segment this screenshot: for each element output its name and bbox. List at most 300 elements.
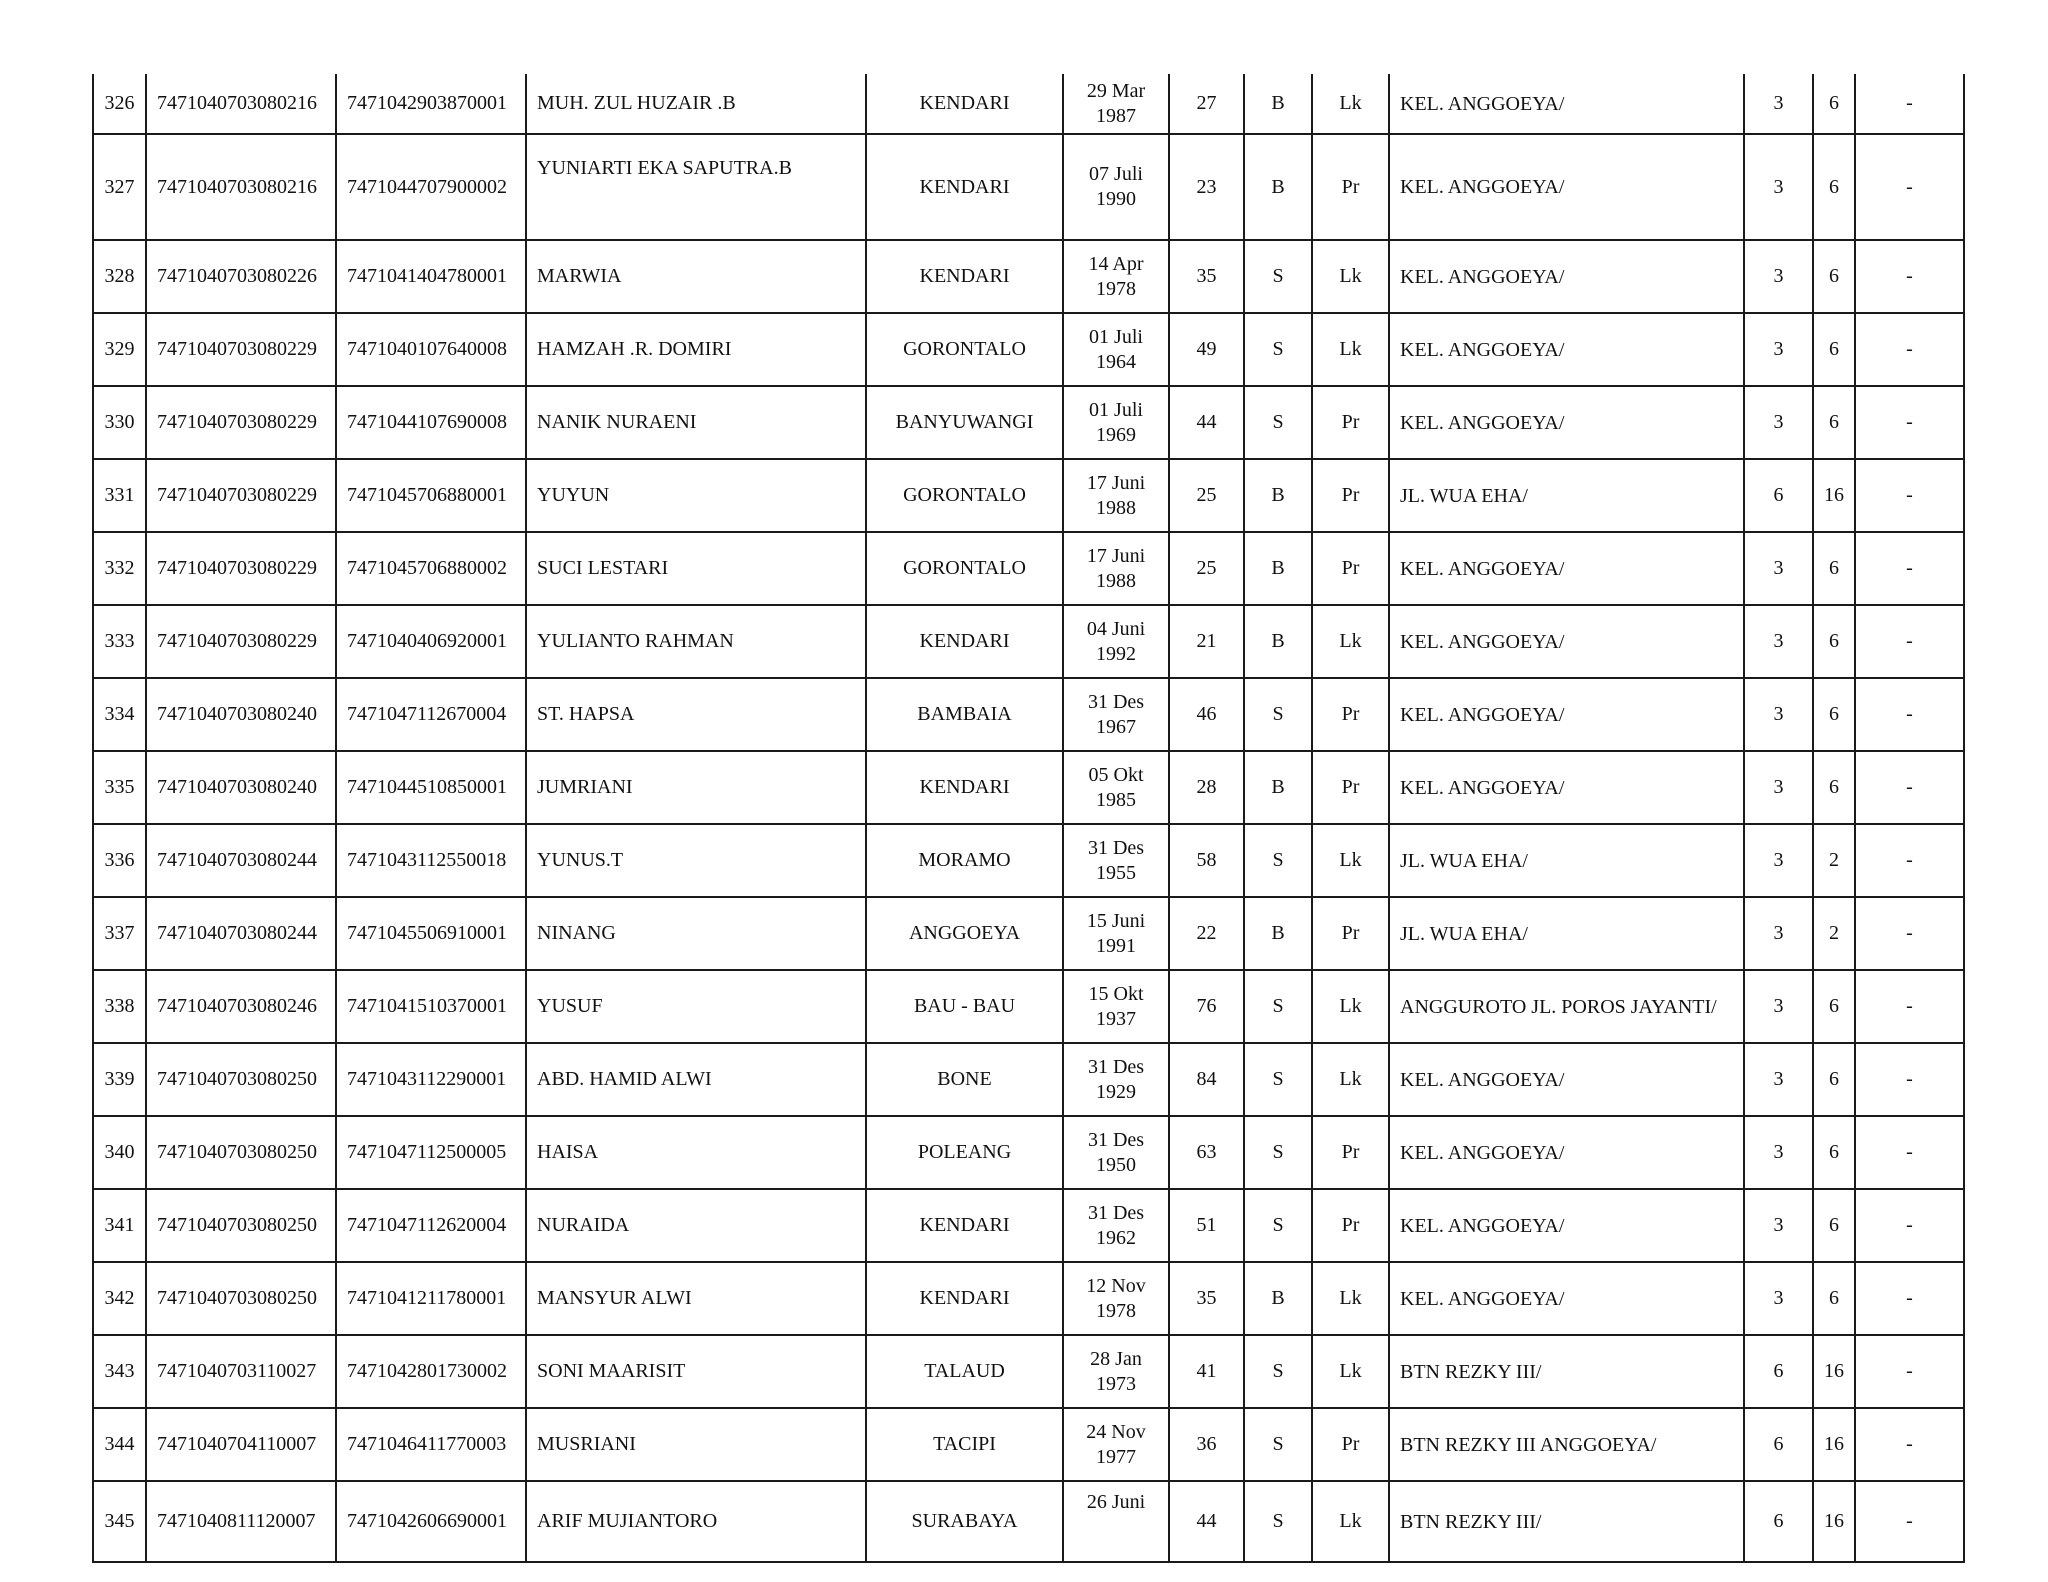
birthdate-cell	[1063, 970, 1169, 1043]
note-cell: -	[1855, 897, 1964, 970]
note-cell: -	[1855, 313, 1964, 386]
nik-cell: 7471040107640008	[336, 313, 526, 386]
rt-cell: 3	[1744, 678, 1813, 751]
row-number-cell: 344	[93, 1408, 146, 1481]
age-cell: 28	[1169, 751, 1244, 824]
rw-cell: 16	[1813, 459, 1855, 532]
family-card-number-cell: 7471040703080229	[146, 313, 336, 386]
row-number-cell: 328	[93, 240, 146, 313]
address-cell: KEL. ANGGOEYA/	[1389, 1116, 1744, 1189]
document-page	[92, 74, 1963, 1533]
name-cell: SONI MAARISIT	[526, 1335, 866, 1408]
name-cell: MARWIA	[526, 240, 866, 313]
family-card-number-cell: 7471040703080250	[146, 1189, 336, 1262]
rt-cell: 3	[1744, 1262, 1813, 1335]
marital-status-cell: B	[1244, 74, 1312, 134]
age-cell: 49	[1169, 313, 1244, 386]
family-card-number-cell: 7471040703080244	[146, 824, 336, 897]
birthdate-year: 1977	[1096, 1445, 1136, 1468]
rw-cell: 2	[1813, 824, 1855, 897]
marital-status-cell: S	[1244, 313, 1312, 386]
birthdate-year: 1988	[1096, 496, 1136, 519]
family-card-number-cell: 7471040703080229	[146, 605, 336, 678]
row-number-cell: 332	[93, 532, 146, 605]
note-cell: -	[1855, 1189, 1964, 1262]
marital-status-cell: B	[1244, 134, 1312, 240]
table-row	[93, 970, 1964, 1043]
name-cell: YUNUS.T	[526, 824, 866, 897]
name-cell: ARIF MUJIANTORO	[526, 1481, 866, 1562]
sex-cell: Pr	[1312, 386, 1389, 459]
birthdate-day-month: 31 Des	[1087, 1128, 1145, 1151]
row-number-cell: 337	[93, 897, 146, 970]
sex-cell: Lk	[1312, 824, 1389, 897]
birthdate-year: 1955	[1096, 861, 1136, 884]
address-cell: KEL. ANGGOEYA/	[1389, 605, 1744, 678]
address-cell: KEL. ANGGOEYA/	[1389, 313, 1744, 386]
name-cell: NANIK NURAENI	[526, 386, 866, 459]
birthdate-year: 1967	[1096, 715, 1136, 738]
birthplace-cell: ANGGOEYA	[866, 897, 1063, 970]
row-number-cell: 329	[93, 313, 146, 386]
note-cell: -	[1855, 240, 1964, 313]
birthdate-day-month: 29 Mar	[1086, 79, 1146, 102]
table-row	[93, 459, 1964, 532]
note-cell: -	[1855, 459, 1964, 532]
birthplace-cell: KENDARI	[866, 1262, 1063, 1335]
rw-cell: 6	[1813, 240, 1855, 313]
birthdate-day-month: 01 Juli	[1089, 398, 1143, 421]
note-cell: -	[1855, 1116, 1964, 1189]
nik-cell: 7471044510850001	[336, 751, 526, 824]
row-number-cell: 333	[93, 605, 146, 678]
note-cell: -	[1855, 134, 1964, 240]
birthdate-day-month: 24 Nov	[1086, 1420, 1146, 1443]
family-card-number-cell: 7471040703080229	[146, 459, 336, 532]
table-row	[93, 1189, 1964, 1262]
rw-cell: 6	[1813, 74, 1855, 134]
birthdate-cell	[1063, 897, 1169, 970]
address-cell: KEL. ANGGOEYA/	[1389, 386, 1744, 459]
age-cell: 41	[1169, 1335, 1244, 1408]
name-cell: MUSRIANI	[526, 1408, 866, 1481]
birthplace-cell: GORONTALO	[866, 459, 1063, 532]
name-cell: YUSUF	[526, 970, 866, 1043]
age-cell: 25	[1169, 532, 1244, 605]
rw-cell: 6	[1813, 1262, 1855, 1335]
birthplace-cell: TACIPI	[866, 1408, 1063, 1481]
birthdate-year: 1937	[1096, 1007, 1136, 1030]
nik-cell: 7471042801730002	[336, 1335, 526, 1408]
birthdate-year: 1988	[1096, 569, 1136, 592]
birthdate-cell	[1063, 1043, 1169, 1116]
table-row	[93, 240, 1964, 313]
sex-cell: Pr	[1312, 134, 1389, 240]
rw-cell: 16	[1813, 1408, 1855, 1481]
table-row	[93, 605, 1964, 678]
age-cell: 27	[1169, 74, 1244, 134]
address-cell: KEL. ANGGOEYA/	[1389, 1189, 1744, 1262]
family-card-number-cell: 7471040703080216	[146, 134, 336, 240]
sex-cell: Lk	[1312, 1481, 1389, 1562]
birthdate-year: 1978	[1096, 1299, 1136, 1322]
sex-cell: Pr	[1312, 897, 1389, 970]
sex-cell: Pr	[1312, 1189, 1389, 1262]
family-card-number-cell: 7471040703080240	[146, 751, 336, 824]
rw-cell: 6	[1813, 678, 1855, 751]
birthdate-day-month: 31 Des	[1087, 1055, 1145, 1078]
name-cell: MUH. ZUL HUZAIR .B	[526, 74, 866, 134]
sex-cell: Pr	[1312, 459, 1389, 532]
birthdate-cell	[1063, 824, 1169, 897]
name-cell: NURAIDA	[526, 1189, 866, 1262]
rt-cell: 3	[1744, 313, 1813, 386]
marital-status-cell: S	[1244, 1116, 1312, 1189]
table-body	[93, 74, 1964, 1562]
note-cell: -	[1855, 1335, 1964, 1408]
birthdate-cell	[1063, 1335, 1169, 1408]
nik-cell: 7471041211780001	[336, 1262, 526, 1335]
rt-cell: 6	[1744, 1481, 1813, 1562]
name-cell: NINANG	[526, 897, 866, 970]
birthdate-year: 1973	[1096, 1372, 1136, 1395]
marital-status-cell: S	[1244, 678, 1312, 751]
address-cell: JL. WUA EHA/	[1389, 897, 1744, 970]
sex-cell: Lk	[1312, 605, 1389, 678]
birthdate-year: 1992	[1096, 642, 1136, 665]
note-cell: -	[1855, 1481, 1964, 1562]
family-card-number-cell: 7471040703080240	[146, 678, 336, 751]
rw-cell: 6	[1813, 313, 1855, 386]
note-cell: -	[1855, 678, 1964, 751]
rw-cell: 16	[1813, 1335, 1855, 1408]
sex-cell: Lk	[1312, 1262, 1389, 1335]
birthdate-year: 1991	[1096, 934, 1136, 957]
birthplace-cell: MORAMO	[866, 824, 1063, 897]
family-card-number-cell: 7471040703080250	[146, 1262, 336, 1335]
table-row	[93, 1043, 1964, 1116]
birthdate-day-month: 26 Juni	[1086, 1491, 1146, 1513]
row-number-cell: 341	[93, 1189, 146, 1262]
table-row	[93, 74, 1964, 134]
birthdate-year: 1929	[1096, 1080, 1136, 1103]
rt-cell: 3	[1744, 897, 1813, 970]
age-cell: 58	[1169, 824, 1244, 897]
address-cell: KEL. ANGGOEYA/	[1389, 751, 1744, 824]
address-cell: KEL. ANGGOEYA/	[1389, 678, 1744, 751]
row-number-cell: 334	[93, 678, 146, 751]
rt-cell: 3	[1744, 386, 1813, 459]
family-card-number-cell: 7471040704110007	[146, 1408, 336, 1481]
age-cell: 44	[1169, 1481, 1244, 1562]
family-card-number-cell: 7471040703080226	[146, 240, 336, 313]
sex-cell: Lk	[1312, 240, 1389, 313]
row-number-cell: 331	[93, 459, 146, 532]
birthdate-year: 1969	[1096, 423, 1136, 446]
address-cell: BTN REZKY III/	[1389, 1481, 1744, 1562]
marital-status-cell: B	[1244, 532, 1312, 605]
sex-cell: Pr	[1312, 678, 1389, 751]
row-number-cell: 335	[93, 751, 146, 824]
birthdate-cell	[1063, 1481, 1169, 1562]
birthdate-day-month: 31 Des	[1087, 836, 1145, 859]
family-card-number-cell: 7471040703080244	[146, 897, 336, 970]
nik-cell: 7471047112500005	[336, 1116, 526, 1189]
family-card-number-cell: 7471040703080246	[146, 970, 336, 1043]
birthdate-cell	[1063, 605, 1169, 678]
name-cell: YUNIARTI EKA SAPUTRA.B	[526, 134, 866, 240]
sex-cell: Lk	[1312, 1043, 1389, 1116]
rw-cell: 16	[1813, 1481, 1855, 1562]
row-number-cell: 327	[93, 134, 146, 240]
birthplace-cell: KENDARI	[866, 74, 1063, 134]
age-cell: 36	[1169, 1408, 1244, 1481]
rt-cell: 3	[1744, 605, 1813, 678]
birthplace-cell: KENDARI	[866, 1189, 1063, 1262]
nik-cell: 7471045706880002	[336, 532, 526, 605]
row-number-cell: 345	[93, 1481, 146, 1562]
row-number-cell: 330	[93, 386, 146, 459]
birthdate-day-month: 28 Jan	[1090, 1347, 1142, 1370]
age-cell: 23	[1169, 134, 1244, 240]
birthplace-cell: GORONTALO	[866, 532, 1063, 605]
table-row	[93, 313, 1964, 386]
rt-cell: 3	[1744, 532, 1813, 605]
marital-status-cell: S	[1244, 386, 1312, 459]
birthdate-cell	[1063, 134, 1169, 240]
birthdate-cell	[1063, 74, 1169, 134]
marital-status-cell: S	[1244, 970, 1312, 1043]
nik-cell: 7471042903870001	[336, 74, 526, 134]
marital-status-cell: S	[1244, 1335, 1312, 1408]
note-cell: -	[1855, 532, 1964, 605]
name-cell: ST. HAPSA	[526, 678, 866, 751]
name-cell: SUCI LESTARI	[526, 532, 866, 605]
table-row	[93, 1116, 1964, 1189]
age-cell: 35	[1169, 240, 1244, 313]
birthdate-cell	[1063, 1189, 1169, 1262]
address-cell: JL. WUA EHA/	[1389, 459, 1744, 532]
marital-status-cell: S	[1244, 1043, 1312, 1116]
rt-cell: 3	[1744, 970, 1813, 1043]
address-cell: BTN REZKY III/	[1389, 1335, 1744, 1408]
birthdate-cell	[1063, 459, 1169, 532]
birthdate-day-month: 17 Juni	[1086, 544, 1146, 567]
sex-cell: Pr	[1312, 1116, 1389, 1189]
note-cell: -	[1855, 605, 1964, 678]
nik-cell: 7471041404780001	[336, 240, 526, 313]
birthplace-cell: SURABAYA	[866, 1481, 1063, 1562]
note-cell: -	[1855, 1043, 1964, 1116]
note-cell: -	[1855, 386, 1964, 459]
rt-cell: 3	[1744, 134, 1813, 240]
birthplace-cell: KENDARI	[866, 134, 1063, 240]
birthplace-cell: KENDARI	[866, 605, 1063, 678]
table-row	[93, 386, 1964, 459]
birthdate-year: 1950	[1096, 1153, 1136, 1176]
table-row	[93, 532, 1964, 605]
age-cell: 44	[1169, 386, 1244, 459]
birthdate-cell	[1063, 532, 1169, 605]
age-cell: 25	[1169, 459, 1244, 532]
address-cell: KEL. ANGGOEYA/	[1389, 1262, 1744, 1335]
age-cell: 63	[1169, 1116, 1244, 1189]
birthplace-cell: BANYUWANGI	[866, 386, 1063, 459]
birthdate-cell	[1063, 386, 1169, 459]
birthdate-year: 1964	[1096, 350, 1136, 373]
birthdate-year: 1978	[1096, 277, 1136, 300]
rw-cell: 6	[1813, 1116, 1855, 1189]
row-number-cell: 338	[93, 970, 146, 1043]
birthplace-cell: BONE	[866, 1043, 1063, 1116]
birthdate-day-month: 14 Apr	[1088, 252, 1144, 275]
birthdate-day-month: 31 Des	[1087, 1201, 1145, 1224]
rt-cell: 6	[1744, 1335, 1813, 1408]
table-row	[93, 824, 1964, 897]
note-cell: -	[1855, 74, 1964, 134]
rt-cell: 3	[1744, 751, 1813, 824]
birthdate-cell	[1063, 1408, 1169, 1481]
birthdate-day-month: 15 Okt	[1088, 982, 1144, 1005]
birthdate-day-month: 07 Juli	[1089, 163, 1143, 185]
age-cell: 51	[1169, 1189, 1244, 1262]
birthdate-year: 1985	[1096, 788, 1136, 811]
birthdate-year: 1962	[1096, 1226, 1136, 1249]
nik-cell: 7471044107690008	[336, 386, 526, 459]
birthdate-cell	[1063, 240, 1169, 313]
age-cell: 21	[1169, 605, 1244, 678]
table-row	[93, 134, 1964, 240]
sex-cell: Pr	[1312, 751, 1389, 824]
family-card-number-cell: 7471040703080229	[146, 532, 336, 605]
address-cell: KEL. ANGGOEYA/	[1389, 74, 1744, 134]
table-row	[93, 897, 1964, 970]
table-row	[93, 1408, 1964, 1481]
marital-status-cell: B	[1244, 1262, 1312, 1335]
address-cell: ANGGUROTO JL. POROS JAYANTI/	[1389, 970, 1744, 1043]
rw-cell: 6	[1813, 605, 1855, 678]
sex-cell: Pr	[1312, 532, 1389, 605]
name-cell: YULIANTO RAHMAN	[526, 605, 866, 678]
birthplace-cell: KENDARI	[866, 240, 1063, 313]
rt-cell: 3	[1744, 1043, 1813, 1116]
birthplace-cell: GORONTALO	[866, 313, 1063, 386]
marital-status-cell: S	[1244, 1481, 1312, 1562]
table-row	[93, 751, 1964, 824]
birthplace-cell: TALAUD	[866, 1335, 1063, 1408]
nik-cell: 7471045506910001	[336, 897, 526, 970]
age-cell: 76	[1169, 970, 1244, 1043]
nik-cell: 7471047112670004	[336, 678, 526, 751]
rw-cell: 6	[1813, 532, 1855, 605]
sex-cell: Lk	[1312, 1335, 1389, 1408]
birthdate-year: 1990	[1096, 188, 1136, 210]
rt-cell: 3	[1744, 240, 1813, 313]
row-number-cell: 342	[93, 1262, 146, 1335]
rt-cell: 3	[1744, 1116, 1813, 1189]
name-cell: JUMRIANI	[526, 751, 866, 824]
note-cell: -	[1855, 970, 1964, 1043]
address-cell: BTN REZKY III ANGGOEYA/	[1389, 1408, 1744, 1481]
age-cell: 35	[1169, 1262, 1244, 1335]
rw-cell: 6	[1813, 970, 1855, 1043]
name-cell: ABD. HAMID ALWI	[526, 1043, 866, 1116]
birthdate-cell	[1063, 1116, 1169, 1189]
nik-cell: 7471043112550018	[336, 824, 526, 897]
note-cell: -	[1855, 1408, 1964, 1481]
family-card-number-cell: 7471040703080250	[146, 1116, 336, 1189]
sex-cell: Lk	[1312, 74, 1389, 134]
sex-cell: Lk	[1312, 313, 1389, 386]
birthdate-day-month: 05 Okt	[1088, 763, 1144, 786]
address-cell: KEL. ANGGOEYA/	[1389, 240, 1744, 313]
nik-cell: 7471040406920001	[336, 605, 526, 678]
marital-status-cell: S	[1244, 1408, 1312, 1481]
nik-cell: 7471041510370001	[336, 970, 526, 1043]
family-card-number-cell: 7471040703080216	[146, 74, 336, 134]
marital-status-cell: B	[1244, 605, 1312, 678]
birthdate-cell	[1063, 751, 1169, 824]
birthdate-day-month: 12 Nov	[1086, 1274, 1146, 1297]
address-cell: KEL. ANGGOEYA/	[1389, 1043, 1744, 1116]
age-cell: 46	[1169, 678, 1244, 751]
note-cell: -	[1855, 824, 1964, 897]
marital-status-cell: S	[1244, 240, 1312, 313]
marital-status-cell: B	[1244, 751, 1312, 824]
age-cell: 84	[1169, 1043, 1244, 1116]
rw-cell: 6	[1813, 1043, 1855, 1116]
row-number-cell: 339	[93, 1043, 146, 1116]
rw-cell: 6	[1813, 751, 1855, 824]
marital-status-cell: S	[1244, 824, 1312, 897]
family-card-number-cell: 7471040703110027	[146, 1335, 336, 1408]
family-card-number-cell: 7471040703080229	[146, 386, 336, 459]
rt-cell: 6	[1744, 1408, 1813, 1481]
name-cell: MANSYUR ALWI	[526, 1262, 866, 1335]
name-cell: HAISA	[526, 1116, 866, 1189]
birthplace-cell: BAMBAIA	[866, 678, 1063, 751]
nik-cell: 7471042606690001	[336, 1481, 526, 1562]
rw-cell: 6	[1813, 1189, 1855, 1262]
rt-cell: 3	[1744, 1189, 1813, 1262]
family-card-number-cell: 7471040811120007	[146, 1481, 336, 1562]
row-number-cell: 343	[93, 1335, 146, 1408]
birthdate-day-month: 17 Juni	[1086, 471, 1146, 494]
row-number-cell: 340	[93, 1116, 146, 1189]
address-cell: KEL. ANGGOEYA/	[1389, 532, 1744, 605]
birthdate-day-month: 04 Juni	[1086, 617, 1146, 640]
nik-cell: 7471044707900002	[336, 134, 526, 240]
nik-cell: 7471046411770003	[336, 1408, 526, 1481]
sex-cell: Lk	[1312, 970, 1389, 1043]
birthdate-day-month: 15 Juni	[1086, 909, 1146, 932]
table-row	[93, 1481, 1964, 1562]
rw-cell: 2	[1813, 897, 1855, 970]
birthdate-cell	[1063, 313, 1169, 386]
address-cell: KEL. ANGGOEYA/	[1389, 134, 1744, 240]
rw-cell: 6	[1813, 134, 1855, 240]
resident-register-table	[92, 74, 1965, 1563]
marital-status-cell: S	[1244, 1189, 1312, 1262]
sex-cell: Pr	[1312, 1408, 1389, 1481]
rt-cell: 3	[1744, 74, 1813, 134]
birthdate-cell	[1063, 1262, 1169, 1335]
birthplace-cell: BAU - BAU	[866, 970, 1063, 1043]
birthplace-cell: KENDARI	[866, 751, 1063, 824]
marital-status-cell: B	[1244, 459, 1312, 532]
row-number-cell: 336	[93, 824, 146, 897]
age-cell: 22	[1169, 897, 1244, 970]
